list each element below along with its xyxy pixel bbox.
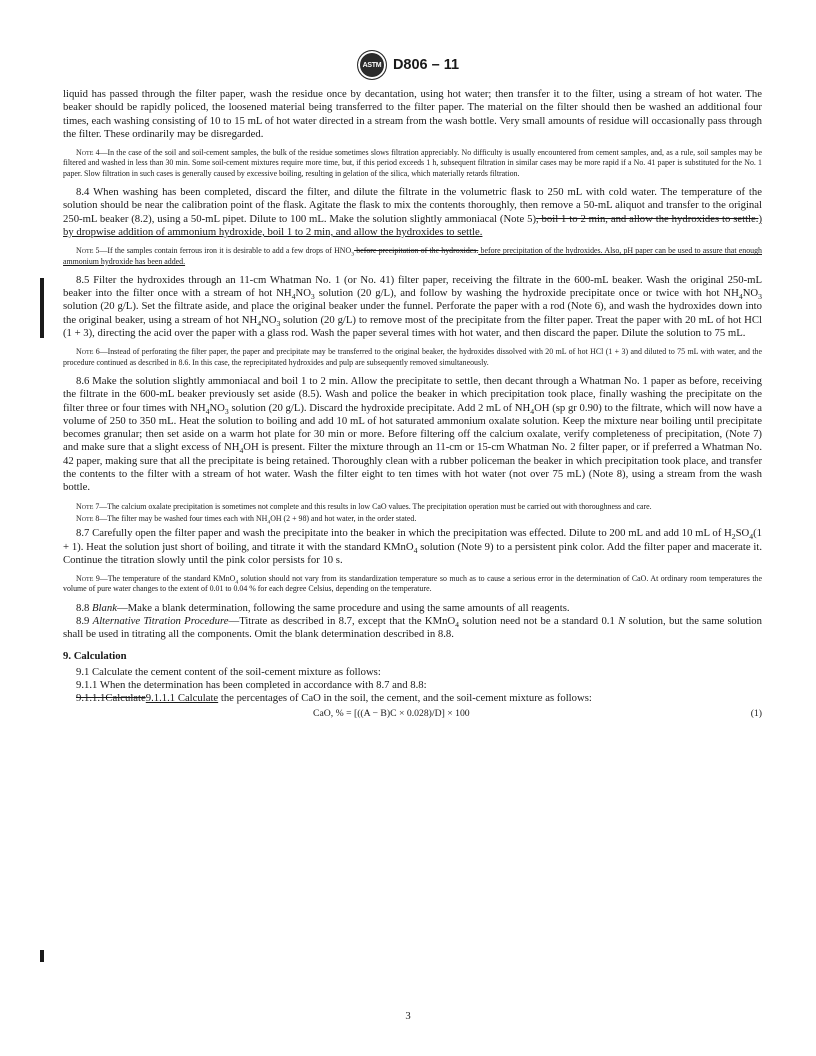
paragraph-8-5: 8.5 Filter the hydroxides through an 11-cm Whatman No. 1 (or No. 41) filter paper, receiving the filtrate in the 600-mL beaker. Wash the original 250-mL beaker into the filter once with a stream of hot $NH_4NO_3$ solution (20 g/L), and follow by washing the hydroxide precipitate once or twice with hot $NH_4NO_3$ solution (20 g/L). Set the filtrate aside, and place the original beaker under the funnel. Perforate the paper with a rod (Note 6), and wash the hydroxides down into the original beaker, using a stream of hot $NH_4NO_3$ solution (20 g/L) to remove most of the precipitate from the filter paper. Treat the paper with 20 mL of hot HCl (1 + 3), directing the acid over the paper with a glass rod. Wash the paper several times with hot water, and then discard the paper. Dilute the solution to 75 mL.	[63, 273, 762, 340]
note-5: Note 5—If the samples contain ferrous iron it is desirable to add a few drops of $HNO_3$ before precipitation of the hydroxides. before precipitation of the hydroxides. Also, pH paper can be used to assure that enough ammonium hydroxide has been added.	[63, 246, 762, 266]
equation-1	[63, 707, 762, 721]
note-8: Note 8—The filter may be washed four times each with $NH_4OH$ (2 + 98) and hot water, in the order stated.	[76, 513, 417, 526]
paragraph-8-7: 8.7 Carefully open the filter paper and wash the precipitate into the beaker in which the precipitation was effected. Dilute to 200 mL and add 10 mL of $H_2SO_4(1 + 1)$. Heat the solution just short of boiling, and titrate it with the standard KMnO$_4$ solution (Note 9) to a persistent pink color. Add the filter paper and macerate it. Continue the titration slowly until the pink color persists for 10 s.	[63, 527, 763, 566]
paragraph-intro: liquid has passed through the filter paper, wash the residue once by decantation, using hot water; then transfer it to the filter, using a stream of hot water. The beaker should be rapidly policed, the loosened material being transferred to the filter paper. The material on the filter should then be washed an additional four times, each washing consisting of 10 to 15 mL of hot water directed in a stream from the wash bottle. Very small amounts of residue will occasionally pass through the filter. These ordinarily may be disregarded.	[63, 88, 762, 140]
inserted-text: ) by dropwise addition of ammonium hydroxide, boil 1 to 2 min, and allow the hydroxides to settle.	[63, 212, 762, 238]
note-9: Note 9—The temperature of the standard KMnO$_4$ solution should not vary from its standardization temperature so much as to cause a serious error in the determination of CaO. At ordinary room temperatures the volume of pure water changes to the extent of 0.01 to 0.04 % for each degree Celsius, depending on the temperature.	[63, 574, 762, 594]
inserted-text: 9.1.1.1 Calculate	[145, 692, 219, 705]
inserted-text: before precipitation of the hydroxides. Also, pH paper can be used to assure that enough ammonium hydroxide has been added.	[63, 246, 762, 266]
deleted-text: 9.1.1.1Calculate	[76, 692, 146, 705]
revision-bar	[40, 278, 44, 338]
paragraph-8-6: 8.6 Make the solution slightly ammoniacal and boil 1 to 2 min. Allow the precipitate to settle, then decant through a Whatman No. 1 paper as before, receiving the filtrate in the 600-mL beaker previously set aside (8.5). Wash and police the beaker in which precipitation took place, finally washing the precipitate on the filter three or four times with $NH_4NO_3$ solution (20 g/L). Discard the hydroxide precipitate. Add 2 mL of $NH_4OH$ (sp gr 0.90) to the filtrate, which will now have a volume of 250 to 350 mL. Heat the solution to boiling and add 10 mL of hot saturated ammonium oxalate solution. Keep the mixture near boiling until precipitate becomes granular; then set aside on a warm hot plate for 30 min or more. Before filtering off the calcium oxalate, verify completeness of precipitation, (Note 7) and make sure that a slight excess of $NH_4OH$ is present. Filter the mixture through an 11-cm or 15-cm Whatman No. 2 filter paper, or if preferred a Whatman No. 42 paper, making sure that all the precipitate is being retained. Thoroughly clean with a rubber policeman the beaker in which precipitation took place, and transfer the contents to the filter with a stream of hot water. Wash the filter eight to ten times with hot water (not over 75 mL) (Note 8), using a stream from the wash bottle.	[63, 374, 763, 494]
astm-logo: ASTM	[357, 50, 387, 80]
document-id: D806 – 11	[392, 57, 460, 73]
note-4: Note 4—In the case of the soil and soil-cement samples, the bulk of the residue sometimes slows filtration appreciably. No difficulty is usually encountered from cement samples, and, as a rule, soil samples may be filtered and washed in less than 30 min. Some soil-cement mixtures require more time, but, if this period exceeds 1 h, subsequent filtration in similar cases may be more rapid if a No. 41 paper is substituted for the No. 1 paper. Slow filtration in such cases is generally caused by excessive boiling, resulting in gelation of the silica, which materially retards filtration.	[63, 148, 763, 178]
page-header	[0, 50, 816, 80]
deleted-text: , boil 1 to 2 min, and allow the hydroxides to settle.	[536, 212, 759, 225]
note-7: Note 7—The calcium oxalate precipitation is sometimes not complete and this results in low CaO values. The precipitation operation must be carried out with thoroughness and care.	[76, 501, 652, 511]
equation-number: (1)	[750, 707, 762, 719]
section-heading-calculation: 9. Calculation	[63, 649, 127, 662]
equation-text: CaO, % = [((A − B)C × 0.028)/D] × 100	[313, 707, 470, 719]
paragraph-9-1: 9.1 Calculate the cement content of the soil-cement mixture as follows:	[76, 665, 381, 678]
paragraph-8-9: 8.9 Alternative Titration Procedure—Titrate as described in 8.7, except that the KMnO$_4$ solution need not be a standard 0.1 N solution, but the same solution shall be used in titrating all the components. Omit the blank determination described in 8.8.	[63, 614, 762, 641]
paragraph-8-8: 8.8 Blank—Make a blank determination, following the same procedure and using the same amounts of all reagents.	[76, 601, 570, 614]
paragraph-8-4: 8.4 When washing has been completed, discard the filter, and dilute the filtrate in the volumetric flask to 250 mL with cold water. The temperature of the solution should be near the calibration point of the flask. Agitate the flask to mix the contents thoroughly, then remove a 50-mL aliquot and transfer to the original 250-mL beaker (8.2), using a 50-mL pipet. Dilute to 100 mL. Make the solution slightly ammoniacal (Note 5), boil 1 to 2 min, and allow the hydroxides to settle.) by dropwise addition of ammonium hydroxide, boil 1 to 2 min, and allow the hydroxides to settle.	[63, 186, 762, 238]
note-6: Note 6—Instead of perforating the filter paper, the paper and precipitate may be transferred to the original beaker, the hydroxides dissolved with 20 mL of hot HCl (1 + 3) and diluted to 75 mL with water, and the procedure continued as described in 8.6. In this case, the reprecipitated hydroxides and pulp are subsequently removed simultaneously.	[63, 347, 762, 367]
paragraph-9-1-1-1: 9.1.1.1Calculate9.1.1.1 Calculate the percentages of CaO in the soil, the cement, and the soil-cement mixture as follows:	[76, 692, 592, 705]
deleted-text: before precipitation of the hydroxides.	[354, 246, 479, 256]
page-number: 3	[405, 1010, 411, 1022]
page-body	[63, 88, 762, 721]
paragraph-9-1-1: 9.1.1 When the determination has been completed in accordance with 8.7 and 8.8:	[76, 679, 427, 692]
revision-bar	[40, 950, 44, 962]
